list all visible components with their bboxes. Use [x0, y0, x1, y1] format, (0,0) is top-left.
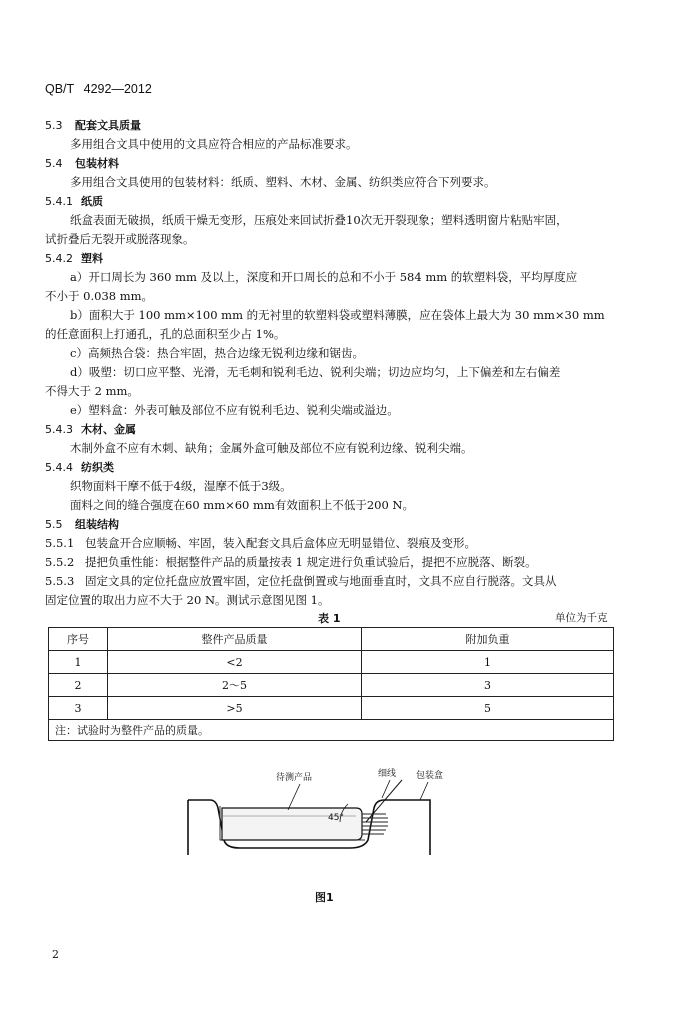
header-load: 附加负重 [362, 628, 614, 651]
item-b-line1: b）面积大于 100 mm×100 mm 的无衬里的软塑料袋或塑料薄膜，应在袋体上最大为 30 mm×30 mm [70, 308, 605, 322]
figure-1-diagram [180, 760, 450, 860]
section-number: 5.4.3 [45, 423, 73, 436]
table-1 [48, 627, 614, 741]
item-c: c）高频热合袋：热合牢固，热合边缘无锐利边缘和锯齿。 [70, 346, 364, 360]
section-5-4-text: 多用组合文具使用的包装材料：纸质、塑料、木材、金属、纺织类应符合下列要求。 [70, 175, 496, 189]
section-title: 塑料 [81, 252, 103, 265]
section-number: 5.4.2 [45, 252, 73, 265]
cell-load: 3 [362, 674, 614, 697]
section-5-5-1 [45, 535, 476, 551]
item-e: e）塑料盒：外表可触及部位不应有锐利毛边、锐利尖端或溢边。 [70, 403, 399, 417]
section-5-4-4-line1: 织物面料干摩不低于4级，湿摩不低于3级。 [70, 479, 292, 493]
section-5-4-1-line1: 纸盒表面无破损，纸质干燥无变形，压痕处来回试折叠10次无开裂现象；塑料透明窗片粘贴牢固， [70, 213, 568, 227]
section-5-5-3-line1 [45, 573, 557, 589]
section-title: 配套文具质量 [75, 119, 141, 132]
pull-wire [366, 780, 402, 822]
cell-mass: >5 [108, 697, 362, 720]
item-b-line2: 的任意面积上打通孔，孔的总面积至少占 1%。 [45, 327, 286, 341]
label-product: 待测产品 [276, 773, 313, 783]
cell-load: 1 [362, 651, 614, 674]
cell-index: 2 [49, 674, 108, 697]
item-a-line1: a）开口周长为 360 mm 及以上，深度和开口周长的总和不小于 584 mm 的软塑料袋，平均厚度应 [70, 270, 578, 284]
section-5-5-2 [45, 554, 537, 570]
cell-mass: <2 [108, 651, 362, 674]
section-5-5-heading [45, 516, 119, 532]
section-number: 5.5.3 [45, 574, 75, 588]
table-caption: 表 1 [318, 612, 341, 625]
section-title: 包装材料 [75, 157, 119, 170]
leader-box [420, 782, 428, 800]
table-header-row [49, 628, 614, 651]
section-title: 纸质 [81, 195, 103, 208]
item-d-line1: d）吸塑：切口应平整、光滑，无毛刺和锐利毛边、锐利尖端；切边应均匀，上下偏差和左右偏差 [70, 365, 561, 379]
section-5-5-3-line2: 固定位置的取出力应不大于 20 N。测试示意图见图 1。 [45, 593, 330, 607]
table-row [49, 674, 614, 697]
section-title: 纺织类 [81, 461, 114, 474]
cell-load: 5 [362, 697, 614, 720]
section-text: 包装盒开合应顺畅、牢固，装入配套文具后盒体应无明显错位、裂痕及变形。 [85, 536, 476, 550]
angle-label: 45° [328, 813, 344, 823]
standard-number: 4292—2012 [83, 82, 152, 96]
section-5-4-1-line2: 试折叠后无裂开或脱落现象。 [45, 232, 195, 246]
section-number: 5.3 [45, 119, 63, 132]
bristles [362, 814, 388, 834]
section-title: 组装结构 [75, 518, 119, 531]
page-number: 2 [52, 948, 59, 961]
header-mass: 整件产品质量 [108, 628, 362, 651]
section-5-4-4-heading [45, 459, 114, 475]
section-number: 5.4.4 [45, 461, 73, 474]
table-note: 注：试验时为整件产品的质量。 [49, 720, 614, 741]
table-note-row [49, 720, 614, 741]
table-row [49, 651, 614, 674]
section-5-4-2-heading [45, 250, 103, 266]
section-5-4-3-heading [45, 421, 136, 437]
section-number: 5.5.2 [45, 555, 75, 569]
header-index: 序号 [49, 628, 108, 651]
standard-code [45, 82, 152, 96]
section-5-3-heading [45, 117, 141, 133]
item-d-line2: 不得大于 2 mm。 [45, 384, 139, 398]
standard-code-prefix: QB/T [45, 82, 75, 96]
section-text: 提把负重性能：根据整件产品的质量按表 1 规定进行负重试验后，提把不应脱落、断裂。 [85, 555, 537, 569]
label-box: 包装盒 [416, 771, 444, 781]
cell-index: 1 [49, 651, 108, 674]
section-title: 木材、金属 [81, 423, 136, 436]
item-a-line2: 不小于 0.038 mm。 [45, 289, 154, 303]
section-5-4-3-text: 木制外盒不应有木刺、缺角；金属外盒可触及部位不应有锐利边缘、锐利尖端。 [70, 441, 473, 455]
section-5-4-1-heading [45, 193, 103, 209]
section-text: 固定文具的定位托盘应放置牢固，定位托盘倒置或与地面垂直时，文具不应自行脱落。文具从 [85, 574, 557, 588]
table-unit: 单位为千克 [555, 612, 608, 624]
figure-caption: 图1 [315, 891, 334, 904]
section-5-3-text: 多用组合文具中使用的文具应符合相应的产品标准要求。 [70, 137, 358, 151]
section-5-4-4-line2: 面料之间的缝合强度在60 mm×60 mm有效面积上不低于200 N。 [70, 498, 414, 512]
cell-mass: 2～5 [108, 674, 362, 697]
section-5-4-heading [45, 155, 119, 171]
section-number: 5.4.1 [45, 195, 73, 208]
table-row [49, 697, 614, 720]
label-wire: 细线 [378, 769, 397, 779]
section-number: 5.5 [45, 518, 63, 531]
section-number: 5.4 [45, 157, 63, 170]
leader-product [288, 784, 300, 810]
cell-index: 3 [49, 697, 108, 720]
section-number: 5.5.1 [45, 536, 75, 550]
